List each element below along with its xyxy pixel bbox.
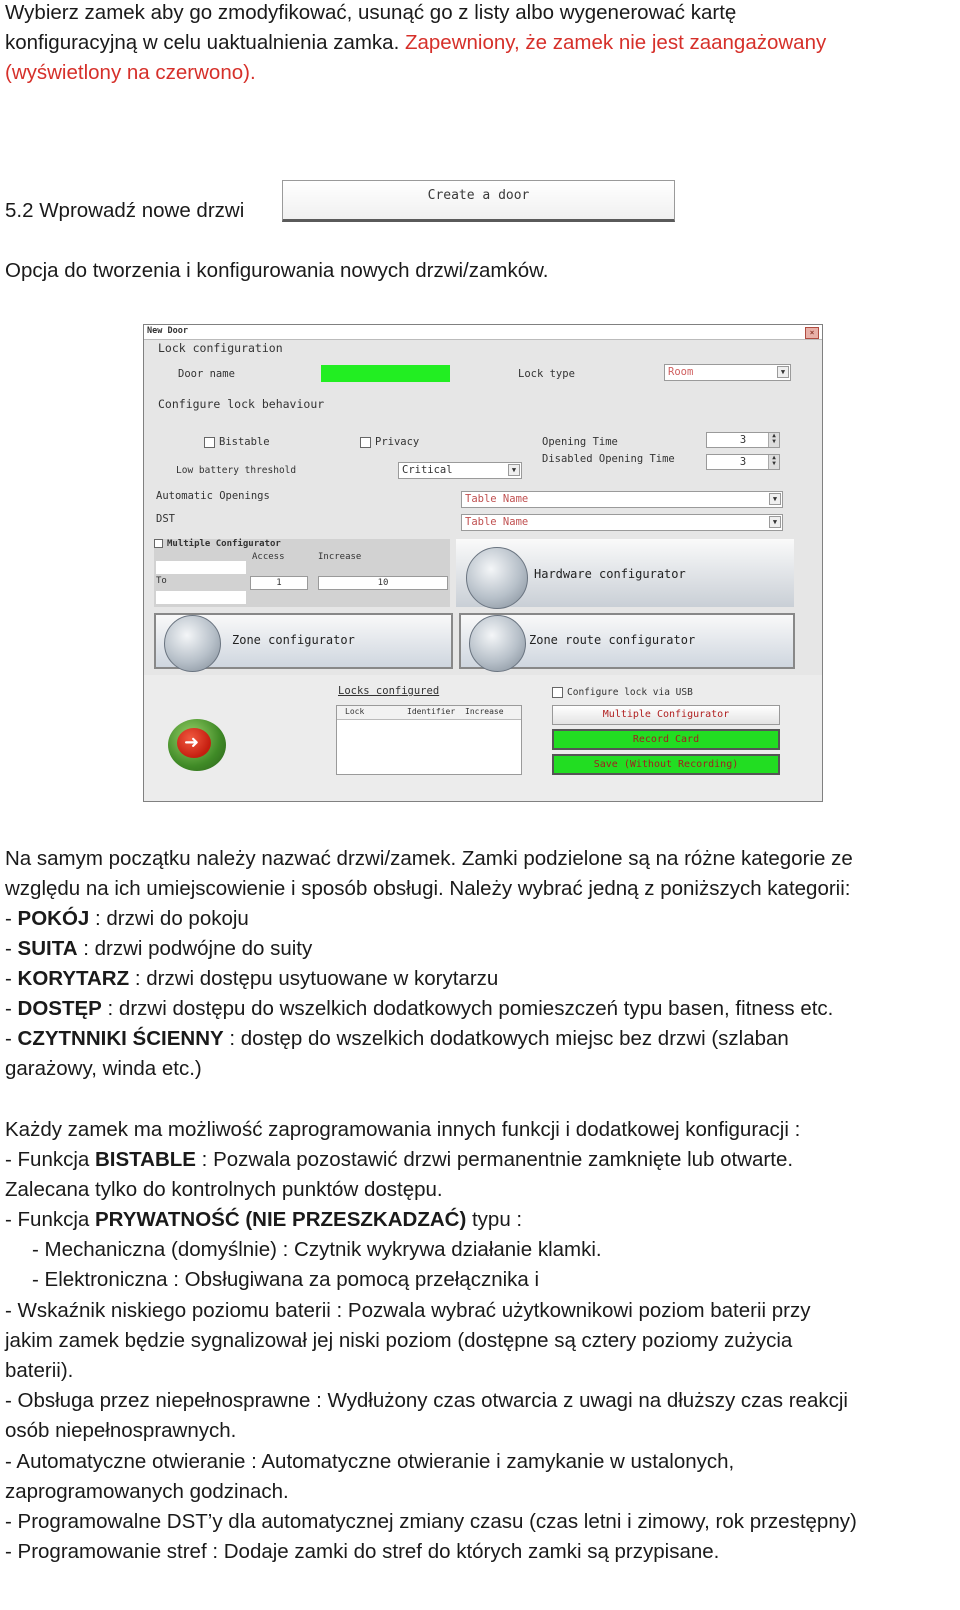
feature-auto-line-1: - Automatyczne otwieranie : Automatyczne otwieranie i zamykanie w ustalonych, [5, 1450, 735, 1473]
zone-route-configurator-button[interactable] [459, 613, 795, 669]
disabled-opening-time-spinner[interactable] [706, 454, 780, 470]
section-heading: 5.2 Wprowadź nowe drzwi [5, 199, 245, 222]
category-suita: - SUITA : drzwi podwójne do suity [5, 937, 313, 960]
zone-configurator-label: Zone configurator [232, 633, 355, 647]
category-czytniki-line-2: garażowy, winda etc.) [5, 1057, 202, 1080]
multiple-configurator-checkbox[interactable] [154, 539, 281, 549]
category-korytarz-text: : drzwi dostępu usytuowane w korytarzu [129, 967, 499, 990]
lock-configuration-label: Lock configuration [158, 341, 283, 355]
col-increase: Increase [465, 707, 504, 716]
to-input[interactable] [156, 591, 246, 604]
category-korytarz: - KORYTARZ : drzwi dostępu usytuowane w korytarzu [5, 967, 499, 990]
category-korytarz-name: KORYTARZ [17, 967, 130, 990]
category-pokoj-text: : drzwi do pokoju [89, 907, 249, 930]
zone-configurator-button[interactable] [154, 613, 453, 669]
chevron-down-icon: ▼ [769, 516, 781, 528]
door-name-input[interactable] [321, 365, 450, 382]
automatic-openings-value: Table Name [465, 493, 529, 505]
spin-arrows-icon[interactable]: ▲ ▼ [768, 455, 779, 469]
record-card-button[interactable]: Record Card [552, 729, 780, 750]
category-czytniki-text: : dostęp do wszelkich dodatkowych miejsc bez drzwi (szlaban [223, 1027, 789, 1050]
lock-type-label: Lock type [518, 368, 575, 380]
lock-icon [469, 615, 526, 672]
intro-warning: Zapewniony, że zamek nie jest zaangażowany [404, 31, 827, 54]
feature-bistable-prefix: - Funkcja [5, 1148, 95, 1171]
feature-battery-line-3: baterii). [5, 1359, 74, 1382]
increase-input[interactable]: 10 [318, 576, 448, 590]
low-battery-label: Low battery threshold [176, 465, 297, 476]
multiple-configurator-button[interactable]: Multiple Configurator [552, 705, 780, 725]
checkbox-icon [204, 437, 215, 448]
chevron-down-icon: ▼ [769, 493, 781, 505]
checkbox-icon [552, 687, 563, 698]
feature-disabled-line-2: osób niepełnosprawnych. [5, 1419, 237, 1442]
opening-time-label: Opening Time [542, 436, 618, 448]
feature-privacy [5, 1205, 522, 1235]
intro-line-2-text: konfiguracyjną w celu uaktualnienia zamka. [5, 31, 405, 54]
access-label: Access [252, 552, 285, 562]
hardware-configurator-label: Hardware configurator [534, 567, 686, 581]
opening-time-spinner[interactable] [706, 432, 780, 448]
category-pokoj: - POKÓJ : drzwi do pokoju [5, 907, 249, 930]
locks-table[interactable] [336, 705, 522, 775]
feature-auto-line-2: zaprogramowanych godzinach. [5, 1480, 289, 1503]
category-pokoj-name: POKÓJ [17, 907, 90, 930]
feature-privacy-sub-2: - Elektroniczna : Obsługiwana za pomocą przełącznika i [32, 1268, 540, 1291]
locks-table-header [337, 706, 521, 720]
exit-button[interactable] [168, 719, 226, 771]
multiple-configurator-panel [154, 539, 450, 607]
exit-icon: ➜ [177, 728, 211, 758]
col-identifier: Identifier [407, 707, 456, 716]
col-lock: Lock [345, 707, 365, 716]
spin-arrows-icon[interactable]: ▲ ▼ [768, 433, 779, 447]
feature-privacy-text: typu : [466, 1208, 523, 1231]
automatic-openings-select[interactable] [461, 491, 783, 508]
feature-privacy-sub-1: - Mechaniczna (domyślnie) : Czytnik wykrywa działanie klamki. [32, 1238, 602, 1261]
feature-privacy-name: PRYWATNOŚĆ (NIE PRZESZKADZAĆ) [95, 1208, 467, 1231]
dst-select[interactable] [461, 514, 783, 531]
from-input[interactable] [156, 561, 246, 574]
to-label: To [156, 576, 167, 586]
configure-behaviour-label: Configure lock behaviour [158, 397, 325, 411]
feature-battery-line-1: - Wskaźnik niskiego poziomu baterii : Pozwala wybrać użytkownikowi poziom baterii przy [5, 1299, 811, 1322]
dst-value: Table Name [465, 516, 529, 528]
multiple-configurator-label: Multiple Configurator [167, 539, 281, 549]
paragraph-1-line-1: Na samym początku należy nazwać drzwi/zamek. Zamki podzielone są na różne kategorie ze [5, 847, 853, 870]
category-czytniki-name: CZYTNNIKI ŚCIENNY [17, 1027, 224, 1050]
new-door-window [143, 324, 823, 802]
feature-dst-line-1: - Programowalne DST’y dla automatycznej zmiany czasu (czas letni i zimowy, rok przestępny) [5, 1510, 857, 1533]
zone-route-configurator-label: Zone route configurator [529, 633, 696, 647]
paragraph-1-line-2: względu na ich umiejscowienie i sposób obsługi. Należy wybrać jedną z poniższych kategorii: [5, 877, 851, 900]
dst-label: DST [156, 513, 175, 525]
hardware-configurator-button[interactable] [456, 539, 794, 607]
paragraph-2-line-1: Każdy zamek ma możliwość zaprogramowania innych funkcji i dodatkowej konfiguracji : [5, 1118, 801, 1141]
feature-zones-line-1: - Programowanie stref : Dodaje zamki do stref do których zamki są przypisane. [5, 1540, 720, 1563]
close-icon[interactable]: × [805, 327, 819, 339]
increase-label: Increase [318, 552, 362, 562]
door-name-label: Door name [178, 368, 235, 380]
automatic-openings-label: Automatic Openings [156, 490, 270, 502]
opening-time-value: 3 [739, 434, 747, 446]
save-without-recording-button[interactable]: Save (Without Recording) [552, 754, 780, 775]
access-input[interactable]: 1 [250, 576, 308, 590]
disabled-opening-time-value: 3 [739, 456, 747, 468]
lock-type-select[interactable] [664, 364, 791, 381]
privacy-checkbox[interactable] [360, 436, 419, 448]
hardware-icon [466, 547, 528, 609]
category-dostep-name: DOSTĘP [17, 997, 102, 1020]
category-dostep-text: : drzwi dostępu do wszelkich dodatkowych pomieszczeń typu basen, fitness etc. [101, 997, 834, 1020]
bistable-label: Bistable [219, 436, 270, 448]
feature-bistable-text: : Pozwala pozostawić drzwi permanentnie zamknięte lub otwarte. [195, 1148, 794, 1171]
lock-icon [164, 615, 221, 672]
disabled-opening-time-label: Disabled Opening Time [542, 453, 675, 465]
feature-privacy-prefix: - Funkcja [5, 1208, 95, 1231]
intro-line-2 [5, 28, 826, 58]
intro-line-1: Wybierz zamek aby go zmodyfikować, usunąć go z listy albo wygenerować kartę [5, 1, 737, 24]
section-description: Opcja do tworzenia i konfigurowania nowych drzwi/zamków. [5, 259, 549, 282]
feature-battery-line-2: jakim zamek będzie sygnalizował jej niski poziom (dostępne są cztery poziomy zużycia [5, 1329, 793, 1352]
configure-usb-checkbox[interactable] [552, 687, 693, 698]
checkbox-icon [360, 437, 371, 448]
category-suita-name: SUITA [17, 937, 78, 960]
locks-configured-label: Locks configured [338, 685, 440, 697]
window-title: New Door [144, 325, 822, 340]
category-dostep: - DOSTĘP : drzwi dostępu do wszelkich dodatkowych pomieszczeń typu basen, fitness etc. [5, 997, 834, 1020]
low-battery-value: Critical [402, 464, 453, 476]
feature-bistable-line-2: Zalecana tylko do kontrolnych punktów dostępu. [5, 1178, 443, 1201]
bistable-checkbox[interactable] [204, 436, 270, 448]
feature-bistable [5, 1145, 793, 1175]
create-door-button[interactable]: Create a door [282, 180, 675, 222]
privacy-label: Privacy [375, 436, 420, 448]
low-battery-select[interactable] [398, 462, 522, 479]
checkbox-icon [154, 539, 163, 548]
chevron-down-icon: ▼ [777, 366, 789, 378]
chevron-down-icon: ▼ [508, 464, 520, 476]
configure-usb-label: Configure lock via USB [567, 687, 693, 698]
intro-line-3: (wyświetlony na czerwono). [5, 61, 256, 84]
category-suita-text: : drzwi podwójne do suity [77, 937, 313, 960]
category-czytniki: - CZYTNNIKI ŚCIENNY : dostęp do wszelkich dodatkowych miejsc bez drzwi (szlaban [5, 1027, 789, 1050]
lock-type-value: Room [668, 366, 694, 378]
feature-bistable-name: BISTABLE [95, 1148, 196, 1171]
feature-disabled-line-1: - Obsługa przez niepełnosprawne : Wydłużony czas otwarcia z uwagi na dłuższy czas reakcji [5, 1389, 848, 1412]
